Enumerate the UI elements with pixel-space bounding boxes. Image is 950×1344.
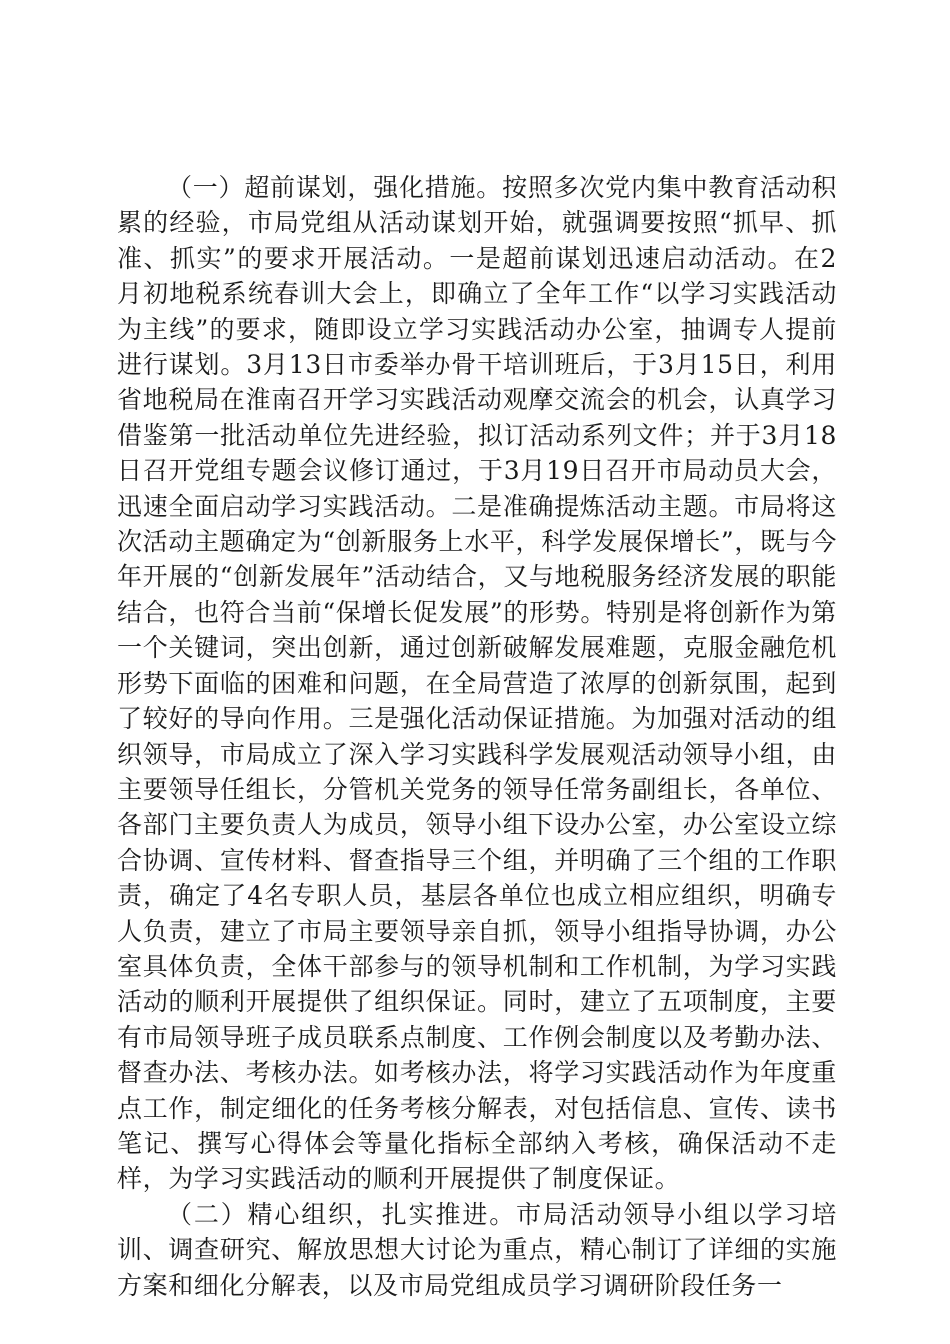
paragraph-2: （二）精心组织，扎实推进。市局活动领导小组以学习培训、调查研究、解放思想大讨论为重点，精心制订了详细的实施方案和细化分解表，以及市局党组成员学习调研阶段任务一 <box>117 1199 837 1300</box>
paragraph-1: （一）超前谋划，强化措施。按照多次党内集中教育活动积累的经验，市局党组从活动谋划开始，就强调要按照“抓早、抓准、抓实”的要求开展活动。一是超前谋划迅速启动活动。在2月初地税系统春训大会上，即确立了全年工作“以学习实践活动为主线”的要求，随即设立学习实践活动办公室，抽调专人提前进行谋划。3月13日市委举办骨干培训班后，于3月15日，利用省地税局在淮南召开学习实践活动观摩交流会的机会，认真学习借鉴第一批活动单位先进经验，拟订活动系列文件；并于3月18日召开党组专题会议修订通过，于3月19日召开市局动员大会，迅速全面启动学习实践活动。二是准确提炼活动主题。市局将这次活动主题确定为“创新服务上水平，科学发展保增长”，既与今年开展的“创新发展年”活动结合，又与地税服务经济发展的职能结合，也符合当前“保增长促发展”的形势。特别是将创新作为第一个关键词，突出创新，通过创新破解发展难题，克服金融危机形势下面临的困难和问题，在全局营造了浓厚的创新氛围，起到了较好的导向作用。三是强化活动保证措施。为加强对活动的组织领导，市局成立了深入学习实践科学发展观活动领导小组，由主要领导任组长，分管机关党务的领导任常务副组长，各单位、各部门主要负责人为成员，领导小组下设办公室，办公室设立综合协调、宣传材料、督查指导三个组，并明确了三个组的工作职责，确定了4名专职人员，基层各单位也成立相应组织，明确专人负责，建立了市局主要领导亲自抓，领导小组指导协调，办公室具体负责，全体干部参与的领导机制和工作机制，为学习实践活动的顺利开展提供了组织保证。同时，建立了五项制度，主要有市局领导班子成员联系点制度、工作例会制度以及考勤办法、督查办法、考核办法。如考核办法，将学习实践活动作为年度重点工作，制定细化的任务考核分解表，对包括信息、宣传、读书笔记、撰写心得体会等量化指标全部纳入考核，确保活动不走样，为学习实践活动的顺利开展提供了制度保证。 <box>117 173 837 1194</box>
document-body <box>117 170 837 1303</box>
